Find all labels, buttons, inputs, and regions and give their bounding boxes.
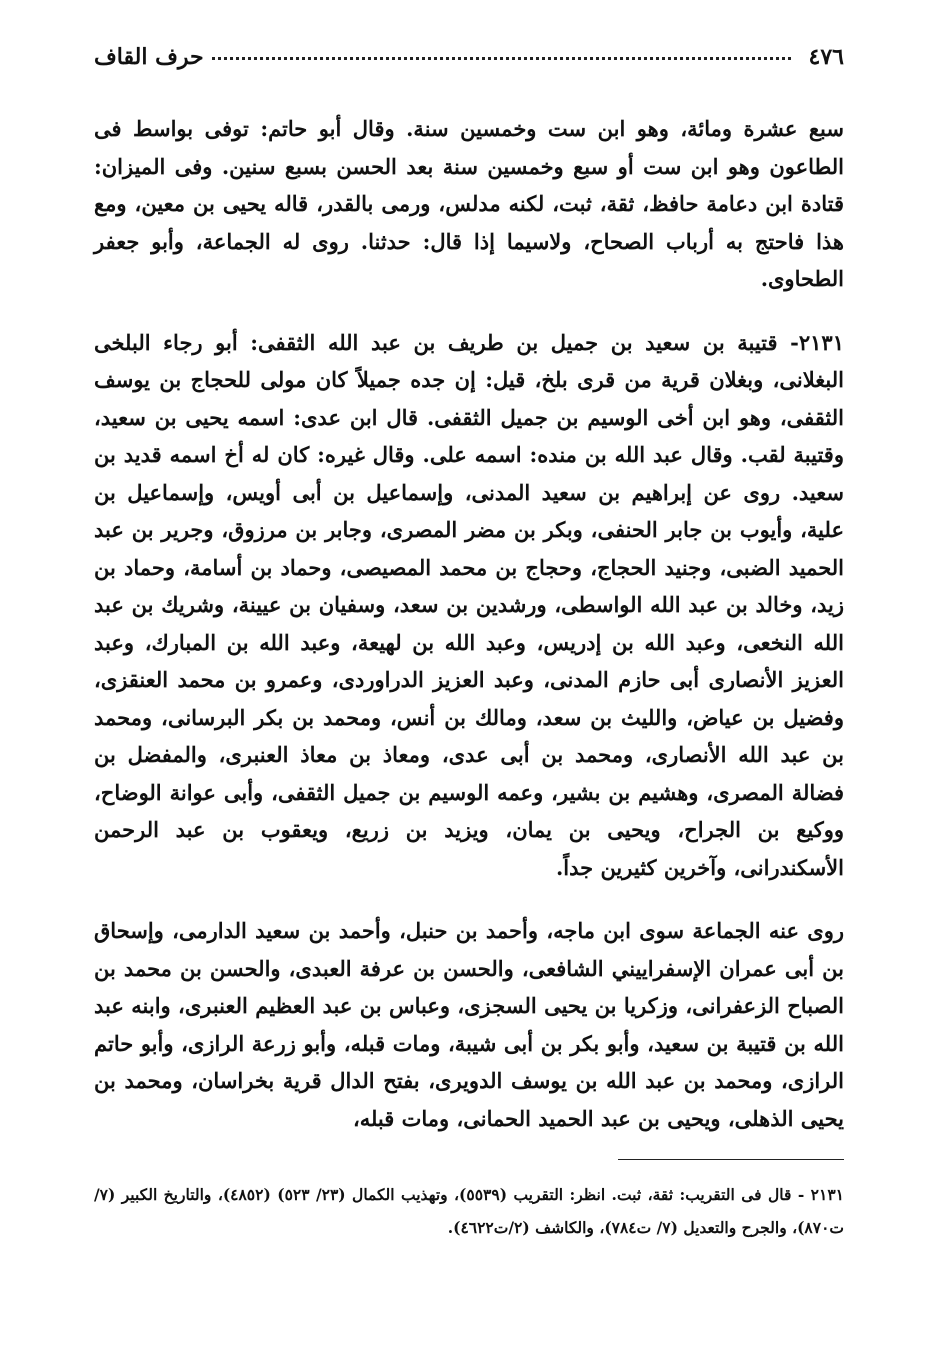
main-text xyxy=(94,110,844,1137)
footnote-separator xyxy=(618,1159,844,1160)
paragraph-3: روى عنه الجماعة سوى ابن ماجه، وأحمد بن حنبل، وأحمد بن سعيد الدارمى، وإسحاق بن أبى عمران الإسفراييني الشافعى، والحسن بن عرفة العبدى، والحسن بن محمد بن الصباح الزعفرانى، وزكريا بن يحيى السجزى، وعباس بن عبد العظيم العنبرى، وابنه عبد الله بن قتيبة بن سعيد، وأبو بكر بن أبى شيبة، ومات قبله، وأبو زرعة الرازى، وأبو حاتم الرازى، ومحمد بن عبد الله بن يوسف الدويرى، بفتح الدال قرية بخراسان، ومحمد بن يحيى الذهلى، ويحيى بن عبد الحميد الحمانى، ومات قبله، xyxy=(94,918,844,1131)
page-number: ٤٧٦ xyxy=(808,44,844,70)
chapter-title: حرف القاف xyxy=(94,44,204,70)
running-header xyxy=(94,44,844,78)
header-dotted-leader xyxy=(212,56,791,60)
footnote: ٢١٣١ - قال فى التقريب: ثقة، ثبت. انظر: التقريب (٥٥٣٩)، وتهذيب الكمال (٢٣/ ٥٢٣) (٤٨٥٢)، والتاريخ الكبير (٧/ت٨٧٠)، والجرح والتعديل (٧/ ت٧٨٤)، والكاشف (٢/ت٤٦٢٢). xyxy=(94,1185,844,1237)
paragraph-2-entry-2131: ٢١٣١- قتيبة بن سعيد بن جميل بن طريف بن عبد الله الثقفى: أبو رجاء البلخى البغلانى، وبغلان قرية من قرى بلخ، قيل: إن جده جميلاً كان مولى للحجاج بن يوسف الثقفى، وهو ابن أخى الوسيم بن جميل الثقفى. قال ابن عدى: اسمه يحيى بن سعيد، وقتيبة لقب. وقال عبد الله بن منده: اسمه على. وقال غيره: كان له أخ اسمه قديد بن سعيد. روى عن إبراهيم بن سعيد المدنى، وإسماعيل بن أبى أويس، وإسماعيل بن علية، وأيوب بن جابر الحنفى، وبكر بن مضر المصرى، وجابر بن مرزوق، وجرير بن عبد الحميد الضبى، وجنيد الحجاج، وحجاج بن محمد المصيصى، وحماد بن أسامة، وحماد بن زيد، وخالد بن عبد الله الواسطى، ورشدين بن سعد، وسفيان بن عيينة، وشريك بن عبد الله النخعى، وعبد الله بن إدريس، وعبد الله بن لهيعة، وعبد الله بن المبارك، وعبد العزيز الأنصارى أبى حازم المدنى، وعبد العزيز الدراوردى، وعمرو بن محمد العنقزى، وفضيل بن عياض، والليث بن سعد، ومالك بن أنس، ومحمد بن بكر البرسانى، ومحمد بن عبد الله الأنصارى، ومحمد بن أبى عدى، ومعاذ بن معاذ العنبرى، والمفضل بن فضالة المصرى، وهشيم بن بشير، وعمه الوسيم بن جميل الثقفى، وأبى عوانة الوضاح، ووكيع بن الجراح، ويحيى بن يمان، ويزيد بن زريع، ويعقوب بن عبد الرحمن الأسكندرانى، وآخرين كثيرين جداً. xyxy=(94,329,844,880)
paragraph-1: سبع عشرة ومائة، وهو ابن ست وخمسين سنة. وقال أبو حاتم: توفى بواسط فى الطاعون وهو ابن ست أو سبع وخمسين سنة بعد الحسن بسبع سنين. وفى الميزان: قتادة ابن دعامة حافظ، ثقة، ثبت، لكنه مدلس، ورمى بالقدر، قاله يحيى بن معين، ومع هذا فاحتج به أرباب الصحاح، ولاسيما إذا قال: حدثنا. روى له الجماعة، وأبو جعفر الطحاوى. xyxy=(94,116,844,291)
